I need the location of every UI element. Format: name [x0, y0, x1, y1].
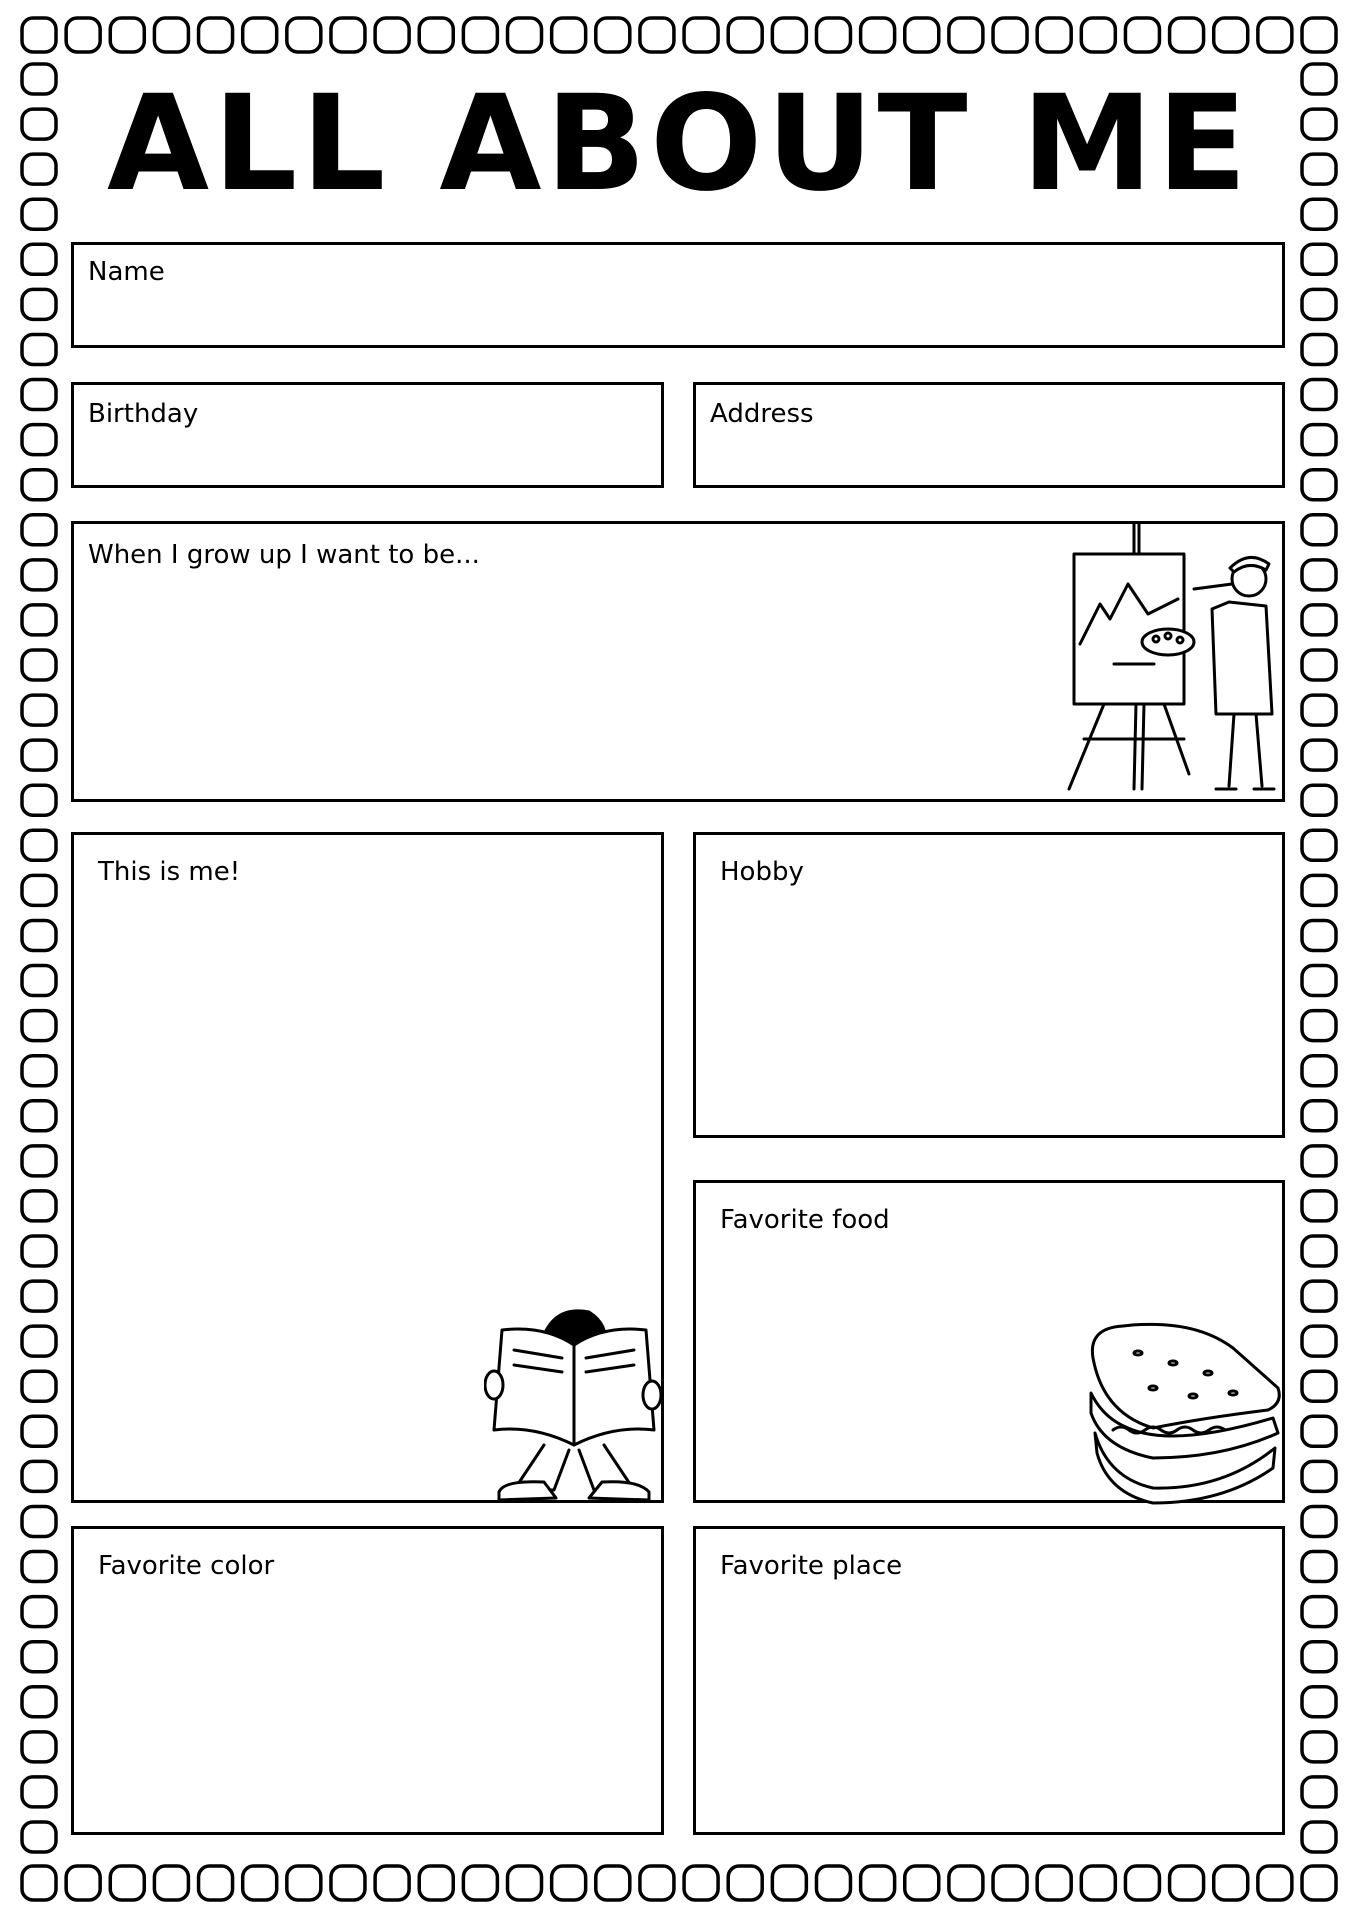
- border-square: [22, 785, 56, 815]
- border-square: [552, 18, 586, 52]
- border-square: [1302, 1146, 1336, 1176]
- border-square: [22, 1461, 56, 1491]
- border-square: [816, 18, 850, 52]
- border-square: [949, 1866, 983, 1900]
- border-square: [1302, 650, 1336, 680]
- border-square: [22, 1236, 56, 1266]
- border-square: [596, 18, 630, 52]
- border-square: [861, 1866, 895, 1900]
- name-field[interactable]: [71, 242, 1285, 348]
- border-square: [1214, 1866, 1248, 1900]
- border-square: [22, 1326, 56, 1356]
- border-square: [22, 425, 56, 455]
- border-square: [22, 1777, 56, 1807]
- border-square: [1170, 1866, 1204, 1900]
- border-square: [1302, 1866, 1336, 1900]
- border-square: [419, 18, 453, 52]
- favorite-place-label: Favorite place: [720, 1551, 903, 1581]
- border-square: [1302, 1822, 1336, 1852]
- border-square: [22, 380, 56, 410]
- border-square: [463, 1866, 497, 1900]
- border-square: [1302, 334, 1336, 364]
- border-square: [816, 1866, 850, 1900]
- border-square: [22, 966, 56, 996]
- reading-child-illustration: [484, 1300, 664, 1505]
- border-square: [905, 1866, 939, 1900]
- border-square: [861, 18, 895, 52]
- border-square: [375, 1866, 409, 1900]
- border-square: [1081, 18, 1115, 52]
- border-square: [22, 1822, 56, 1852]
- border-square: [1302, 244, 1336, 274]
- border-square: [22, 560, 56, 590]
- border-square: [1302, 425, 1336, 455]
- name-label: Name: [88, 257, 165, 287]
- border-square: [1302, 1506, 1336, 1536]
- border-square: [22, 470, 56, 500]
- address-field[interactable]: [693, 382, 1285, 488]
- sandwich-illustration: [1083, 1318, 1288, 1506]
- border-square: [66, 18, 100, 52]
- border-square: [22, 1866, 56, 1900]
- border-square: [1302, 966, 1336, 996]
- border-square: [993, 1866, 1027, 1900]
- birthday-label: Birthday: [88, 399, 199, 429]
- page-title: ALL ABOUT ME: [106, 67, 1252, 221]
- painter-at-easel-illustration: [1044, 524, 1279, 799]
- border-square: [287, 1866, 321, 1900]
- border-square: [1302, 1281, 1336, 1311]
- border-square: [331, 18, 365, 52]
- border-square: [728, 18, 762, 52]
- border-square: [1302, 560, 1336, 590]
- border-square: [1302, 1236, 1336, 1266]
- border-square: [772, 18, 806, 52]
- border-square: [22, 1416, 56, 1446]
- hobby-field[interactable]: [693, 832, 1285, 1138]
- border-square: [22, 650, 56, 680]
- border-square: [508, 1866, 542, 1900]
- portrait-label: This is me!: [98, 857, 241, 887]
- border-square: [1302, 380, 1336, 410]
- border-square: [463, 18, 497, 52]
- border-square: [22, 1101, 56, 1131]
- border-square: [22, 515, 56, 545]
- border-square: [993, 18, 1027, 52]
- border-square: [22, 740, 56, 770]
- border-square: [1302, 875, 1336, 905]
- border-square: [22, 18, 56, 52]
- border-square: [1302, 470, 1336, 500]
- border-square: [1302, 695, 1336, 725]
- border-square: [1302, 1777, 1336, 1807]
- border-square: [1302, 830, 1336, 860]
- border-square: [22, 1687, 56, 1717]
- border-square: [1302, 289, 1336, 319]
- border-square: [243, 1866, 277, 1900]
- border-square: [22, 875, 56, 905]
- border-square: [22, 334, 56, 364]
- border-square: [1302, 1687, 1336, 1717]
- border-square: [22, 1642, 56, 1672]
- favorite-color-field[interactable]: [71, 1526, 664, 1835]
- border-square: [154, 18, 188, 52]
- border-square: [419, 1866, 453, 1900]
- border-square: [1302, 785, 1336, 815]
- border-square: [684, 18, 718, 52]
- border-square: [22, 1281, 56, 1311]
- border-square: [1081, 1866, 1115, 1900]
- border-square: [1302, 1326, 1336, 1356]
- border-square: [66, 1866, 100, 1900]
- border-square: [949, 18, 983, 52]
- border-square: [1302, 18, 1336, 52]
- favorite-food-label: Favorite food: [720, 1205, 890, 1235]
- border-square: [1037, 18, 1071, 52]
- border-square: [1302, 1371, 1336, 1401]
- border-square: [1037, 1866, 1071, 1900]
- border-square: [640, 1866, 674, 1900]
- border-square: [22, 1011, 56, 1041]
- border-square: [552, 1866, 586, 1900]
- border-square: [22, 244, 56, 274]
- border-square: [287, 18, 321, 52]
- birthday-field[interactable]: [71, 382, 664, 488]
- border-square: [1302, 1011, 1336, 1041]
- border-square: [22, 1552, 56, 1582]
- border-square: [22, 1191, 56, 1221]
- border-square: [508, 18, 542, 52]
- border-square: [1302, 1732, 1336, 1762]
- border-square: [22, 920, 56, 950]
- border-square: [22, 289, 56, 319]
- border-square: [640, 18, 674, 52]
- border-square: [1302, 605, 1336, 635]
- border-square: [22, 1506, 56, 1536]
- border-square: [1125, 1866, 1159, 1900]
- border-square: [22, 1371, 56, 1401]
- border-square: [596, 1866, 630, 1900]
- border-square: [1302, 920, 1336, 950]
- border-square: [1302, 1552, 1336, 1582]
- border-square: [22, 695, 56, 725]
- border-square: [199, 1866, 233, 1900]
- border-square: [110, 18, 144, 52]
- hobby-label: Hobby: [720, 857, 804, 887]
- border-square: [22, 1597, 56, 1627]
- border-square: [22, 1732, 56, 1762]
- border-square: [22, 1146, 56, 1176]
- border-square: [110, 1866, 144, 1900]
- border-square: [154, 1866, 188, 1900]
- border-square: [1258, 1866, 1292, 1900]
- border-square: [375, 18, 409, 52]
- border-square: [728, 1866, 762, 1900]
- border-square: [22, 1056, 56, 1086]
- border-square: [1302, 740, 1336, 770]
- border-square: [1302, 515, 1336, 545]
- career-label: When I grow up I want to be...: [88, 540, 480, 570]
- border-square: [905, 18, 939, 52]
- border-square: [684, 1866, 718, 1900]
- border-square: [331, 1866, 365, 1900]
- border-square: [1302, 1461, 1336, 1491]
- border-square: [1214, 18, 1248, 52]
- border-square: [22, 605, 56, 635]
- border-square: [1302, 1191, 1336, 1221]
- border-square: [1302, 1101, 1336, 1131]
- border-square: [243, 18, 277, 52]
- border-square: [22, 830, 56, 860]
- border-square: [1302, 1597, 1336, 1627]
- border-square: [1302, 1056, 1336, 1086]
- border-square: [1302, 1642, 1336, 1672]
- border-square: [772, 1866, 806, 1900]
- address-label: Address: [710, 399, 814, 429]
- portrait-field[interactable]: [71, 832, 664, 1503]
- border-square: [1170, 18, 1204, 52]
- career-field[interactable]: [71, 521, 1285, 802]
- border-square: [1258, 18, 1292, 52]
- favorite-color-label: Favorite color: [98, 1551, 275, 1581]
- favorite-food-field[interactable]: [693, 1180, 1285, 1503]
- border-square: [1302, 1416, 1336, 1446]
- border-square: [199, 18, 233, 52]
- favorite-place-field[interactable]: [693, 1526, 1285, 1835]
- border-square: [1125, 18, 1159, 52]
